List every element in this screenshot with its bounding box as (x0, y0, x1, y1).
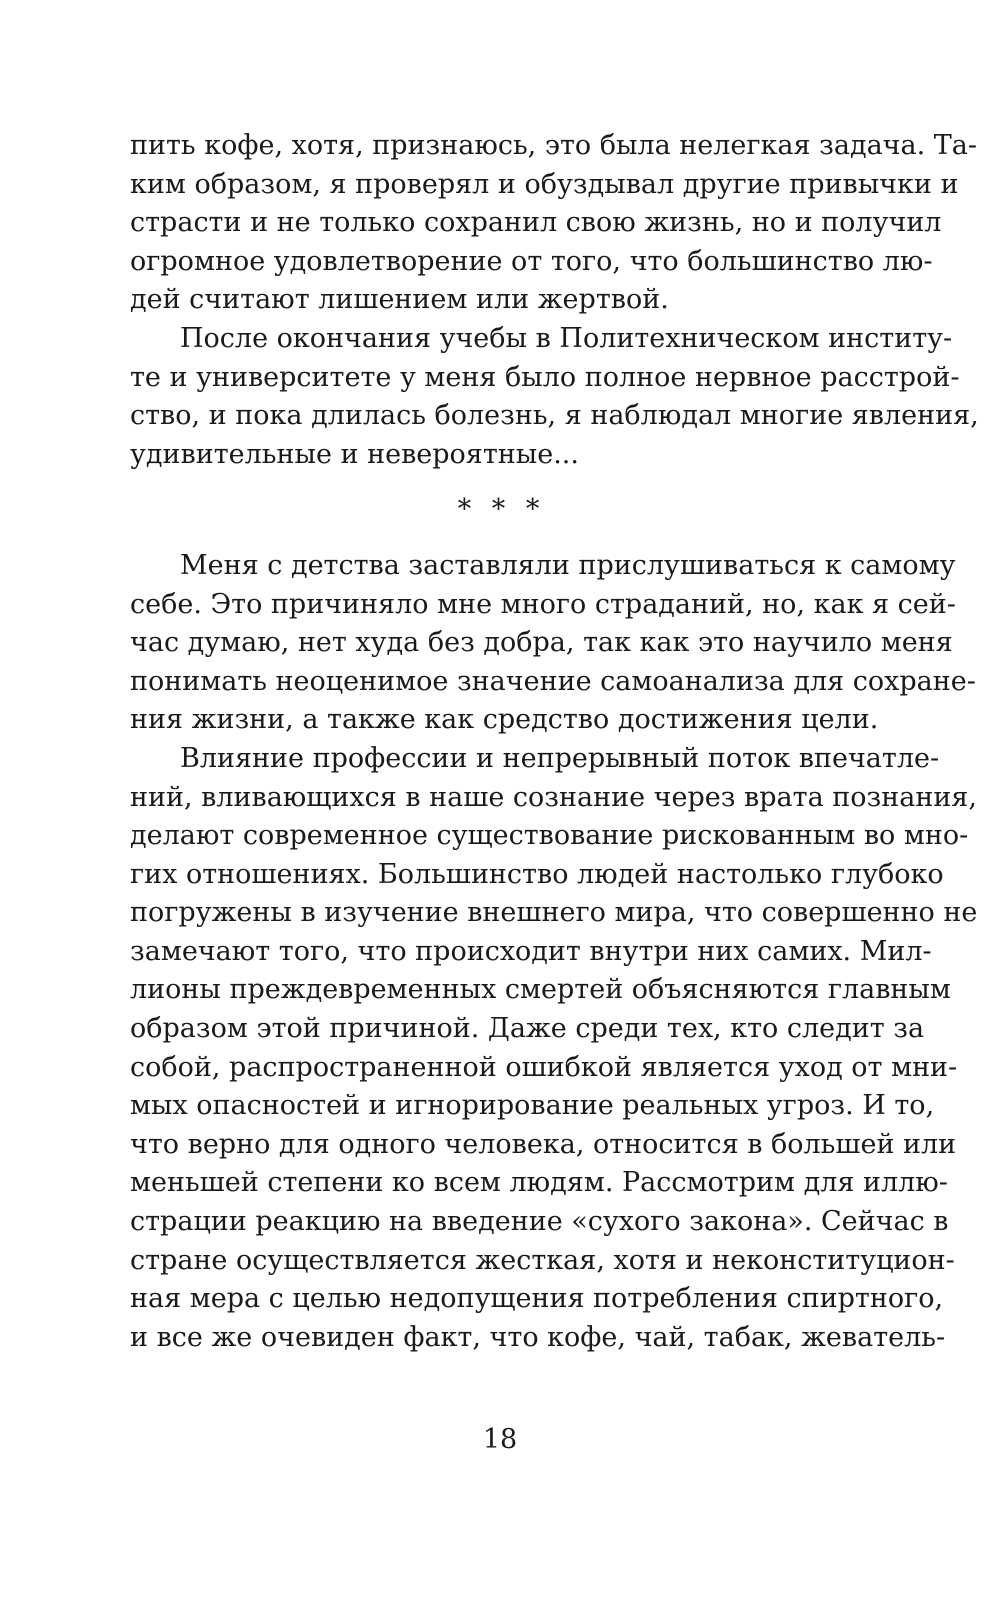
text-line: ким образом, я проверял и обуздывал другие привычки и (130, 168, 959, 200)
text-line: мых опасностей и игнорирование реальных угроз. И то, (130, 1090, 935, 1122)
page-number: 18 (482, 1424, 518, 1455)
text-line: После окончания учебы в Политехническом институ- (180, 322, 953, 354)
text-line: собой, распространенной ошибкой является уход от мни- (130, 1051, 958, 1083)
text-line: понимать неоценимое значение самоанализа для сохране- (130, 665, 976, 697)
paragraph (130, 740, 978, 1358)
text-line: Меня с детства заставляли прислушиваться к самому (180, 549, 956, 581)
text-line: себе. Это причиняло мне много страданий, но, как я сей- (130, 588, 956, 620)
text-line: что верно для одного человека, относится в большей или (130, 1128, 957, 1160)
paragraph (130, 320, 979, 474)
text-line: ная мера с целью недопущения потребления спиртного, (130, 1283, 944, 1315)
text-line: страции реакцию на введение «сухого закона». Сейчас в (130, 1206, 949, 1238)
text-line: ния жизни, а также как средство достижения цели. (130, 704, 879, 736)
text-line: огромное удовлетворение от того, что большинство лю- (130, 245, 933, 277)
text-line: делают современное существование рискованным во мно- (130, 820, 969, 852)
text-line: лионы преждевременных смертей объясняются главным (130, 974, 951, 1006)
text-line: ство, и пока длилась болезнь, я наблюдал многие явления, (130, 400, 979, 432)
text-line: те и университете у меня было полное нервное расстрой- (130, 361, 960, 393)
text-line: удивительные и невероятные... (130, 438, 579, 470)
text-line: и все же очевиден факт, что кофе, чай, табак, жеватель- (130, 1321, 946, 1353)
text-line: страсти и не только сохранил свою жизнь, но и получил (130, 207, 942, 239)
paragraph (130, 547, 976, 740)
text-line: гих отношениях. Большинство людей настолько глубоко (130, 858, 944, 890)
text-line: дей считают лишением или жертвой. (130, 284, 669, 316)
text-line: Влияние профессии и непрерывный поток впечатле- (180, 742, 940, 774)
text-line: образом этой причиной. Даже среди тех, кто следит за (130, 1013, 925, 1045)
paragraph (130, 127, 978, 320)
text-line: замечают того, что происходит внутри них самих. Мил- (130, 935, 932, 967)
page-body (130, 127, 979, 1357)
text-line: ний, вливающихся в наше сознание через врата познания, (130, 781, 977, 813)
text-line: стране осуществляется жесткая, хотя и неконституцион- (130, 1244, 955, 1276)
section-separator: * * * (457, 494, 546, 526)
text-line: час думаю, нет худа без добра, так как это научило меня (130, 627, 953, 659)
text-line: погружены в изучение внешнего мира, что совершенно не (130, 897, 978, 929)
text-line: меньшей степени ко всем людям. Рассмотрим для иллю- (130, 1167, 948, 1199)
text-line: пить кофе, хотя, признаюсь, это была нелегкая задача. Та- (130, 130, 978, 161)
